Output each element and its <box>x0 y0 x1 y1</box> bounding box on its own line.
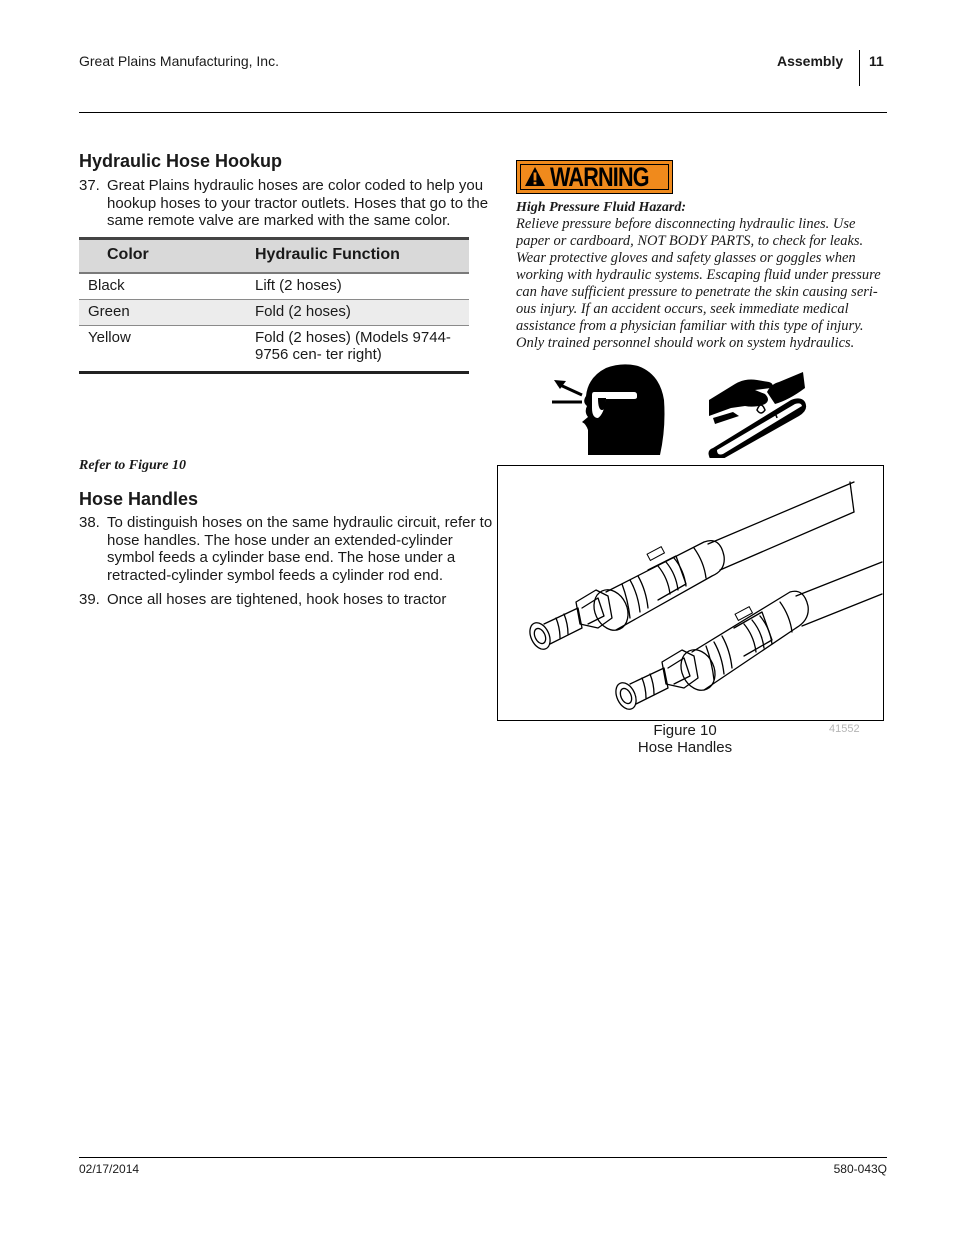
header-rule <box>79 112 887 113</box>
handles-heading: Hose Handles <box>79 489 199 509</box>
hazard-body <box>516 216 887 352</box>
cell-function: Fold (2 hoses) <box>255 303 351 320</box>
hazard-line: Wear protective gloves and safety glasses or goggles when <box>516 250 856 266</box>
cell-function: Lift (2 hoses) <box>255 277 342 294</box>
hose-handles-illustration <box>498 466 883 720</box>
hazard-title: High Pressure Fluid Hazard: <box>516 200 686 215</box>
header-divider <box>859 50 860 86</box>
warning-triangle-icon <box>524 166 546 188</box>
hose-color-table <box>79 237 469 374</box>
hazard-line: ous injury. If an accident occurs, seek immediate medical <box>516 301 849 317</box>
warning-label <box>516 160 673 194</box>
table-row <box>79 273 469 300</box>
col-header-function: Hydraulic Function <box>255 239 469 274</box>
hookup-heading: Hydraulic Hose Hookup <box>79 151 283 171</box>
step-37 <box>79 177 494 230</box>
safety-glasses-icon <box>548 362 668 456</box>
header-section: Assembly <box>777 53 844 69</box>
step-38-number: 38. <box>79 514 100 531</box>
table-row <box>79 326 469 373</box>
figure-number: Figure 10 <box>653 722 717 739</box>
hazard-line: Relieve pressure before disconnecting hydraulic lines. Use <box>516 216 856 232</box>
step-38 <box>79 514 494 584</box>
refer-to-figure: Refer to Figure 10 <box>79 458 186 473</box>
figure-frame <box>497 465 884 721</box>
cell-function: Fold (2 hoses) (Models 9744-9756 cen- ter right) <box>255 329 451 363</box>
figure-title: Hose Handles <box>637 739 733 756</box>
table-header-row <box>79 239 469 274</box>
warning-text: WARNING <box>550 161 649 192</box>
footer-doc-number: 580-043Q <box>833 1162 887 1176</box>
cell-color: Yellow <box>88 329 131 346</box>
step-37-number: 37. <box>79 177 100 194</box>
step-37-text: Great Plains hydraulic hoses are color coded to help you hookup hoses to your tractor outlets. Hoses that go to the same remote valve are marked with the same color. <box>107 177 489 229</box>
footer-date: 02/17/2014 <box>79 1162 140 1176</box>
hazard-line: assistance from a physician familiar with this type of injury. <box>516 318 864 334</box>
hazard-line: can have sufficient pressure to penetrate the skin causing seri- <box>516 284 878 300</box>
col-header-color: Color <box>79 239 255 274</box>
footer-rule <box>79 1157 887 1158</box>
fluid-injection-hand-icon <box>705 370 810 458</box>
step-39 <box>79 591 494 609</box>
header-company: Great Plains Manufacturing, Inc. <box>79 53 279 69</box>
cell-color: Green <box>88 303 130 320</box>
step-39-number: 39. <box>79 591 100 608</box>
step-39-text: Once all hoses are tightened, hook hoses to tractor <box>107 591 447 608</box>
step-38-text: To distinguish hoses on the same hydraulic circuit, refer to hose handles. The hose under an extended-cylinder symbol feeds a cylinder base end. The hose under a retracted-cylinder symbol feeds a cylinder rod end. <box>107 514 493 584</box>
figure-caption <box>560 722 810 756</box>
table-row <box>79 300 469 326</box>
cell-color: Black <box>88 277 125 294</box>
hazard-line: paper or cardboard, NOT BODY PARTS, to check for leaks. <box>516 233 864 249</box>
page-number: 11 <box>869 53 884 69</box>
hazard-line: working with hydraulic systems. Escaping fluid under pressure <box>516 267 881 283</box>
figure-code: 41552 <box>829 723 860 735</box>
hazard-line: Only trained personnel should work on system hydraulics. <box>516 335 855 351</box>
